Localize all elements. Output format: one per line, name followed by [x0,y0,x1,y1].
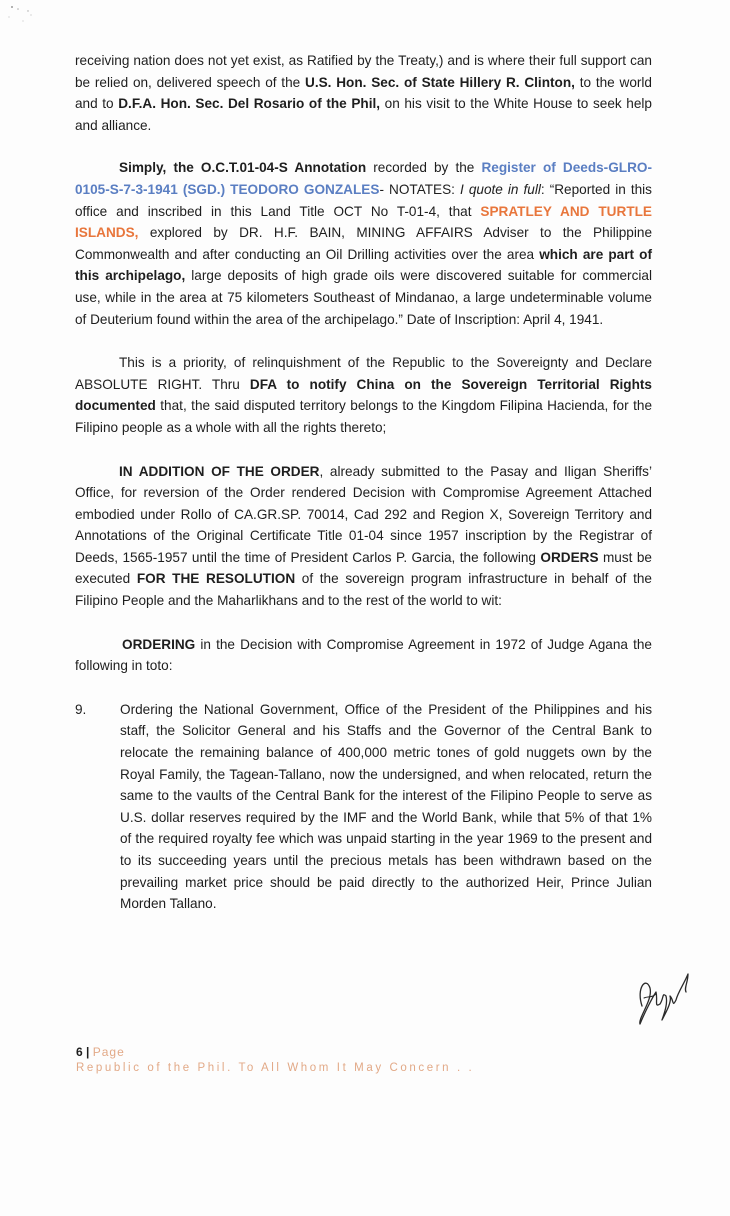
paragraph-in-addition-order: IN ADDITION OF THE ORDER, already submitted to the Pasay and Iligan Sheriffs’ Office, for reversion of the Order rendered Decision with Compromise Agreement Attached embodied under Rollo of CA.GR.SP. 70014, Cad 292 and Region X, Sovereign Territory and Annotations of the Original Certificate Title 01-04 since 1957 inscription by the Registrar of Deeds, 1565-1957 until the time of President Carlos P. Garcia, the following ORDERS must be executed FOR THE RESOLUTION of the sovereign program infrastructure in behalf of the Filipino People and the Maharlikhans and to the rest of the world to wit: [75,463,652,609]
scan-speck-mark [4,2,44,32]
paragraph-clinton-speech: receiving nation does not yet exist, as Ratified by the Treaty,) and is where their full support can be relied on, delivered speech of the U.S. Hon. Sec. of State Hillery R. Clinton, to the world and to D.F.A. Hon. Sec. Del Rosario of the Phil, on his visit to the White House to seek help and alliance. [75,53,652,133]
paragraph-oct-annotation: Simply, the O.C.T.01-04-S Annotation recorded by the Register of Deeds-GLRO-0105-S-7-3-1941 (SGD.) TEODORO GONZALES- NOTATES: I quote in full: “Reported in this office and inscribed in this Land Title OCT No T-01-4, that SPRATLEY AND TURTLE ISLANDS, explored by DR. H.F. BAIN, MINING AFFAIRS Adviser to the Philippine Commonwealth and after conducting an Oil Drilling activities over the area which are part of this archipelago, large deposits of high grade oils were discovered suitable for commercial use, while in the area at 75 kilometers Southeast of Mindanao, a large undeterminable volume of Deuterium found within the area of the archipelago.” Date of Inscription: April 4, 1941. [75,160,653,327]
numbered-item-9 [75,699,652,915]
handwritten-signature [626,948,696,1028]
footer-caption: Republic of the Phil. To All Whom It May Concern . . [76,1062,475,1074]
paragraph-priority-relinquishment: This is a priority, of relinquishment of the Republic to the Sovereignty and Declare ABSOLUTE RIGHT. Thru DFA to notify China on the Sovereign Territorial Rights documented that, the said disputed territory belongs to the Kingdom Filipina Hacienda, for the Filipino people as a whole with all the rights thereto; [75,355,652,435]
footer-page-number: 6 | Page [76,1045,125,1059]
document-body [75,50,652,915]
paragraph-ordering-decision: ORDERING in the Decision with Compromise Agreement in 1972 of Judge Agana the following in toto: [75,636,652,674]
register-of-deeds-highlight: Register of Deeds-GLRO-0105-S-7-3-1941 (SGD.) TEODORO GONZALES [75,160,653,197]
item-number: 9. [75,701,87,717]
page-footer [76,1044,636,1076]
spratley-islands-highlight: SPRATLEY AND TURTLE ISLANDS, [75,203,652,241]
item-text: Ordering the National Government, Office of the President of the Philippines and his staff, the Solicitor General and his Staffs and the Governor of the Central Bank to relocate the remaining balance of 400,000 metric tones of gold nuggets own by the Royal Family, the Tagean-Tallano, now the undersigned, and when relocated, return the same to the vaults of the Central Bank for the interest of the Filipino People to serve as U.S. dollar reserves required by the IMF and the World Bank, while that 5% of that 1% of the required royalty fee which was unpaid starting in the year 1969 to the present and to its succeeding years until the precious metals has been withdrawn based on the prevailing market price should be paid directly to the authorized Heir, Prince Julian Morden Tallano. [120,701,652,912]
